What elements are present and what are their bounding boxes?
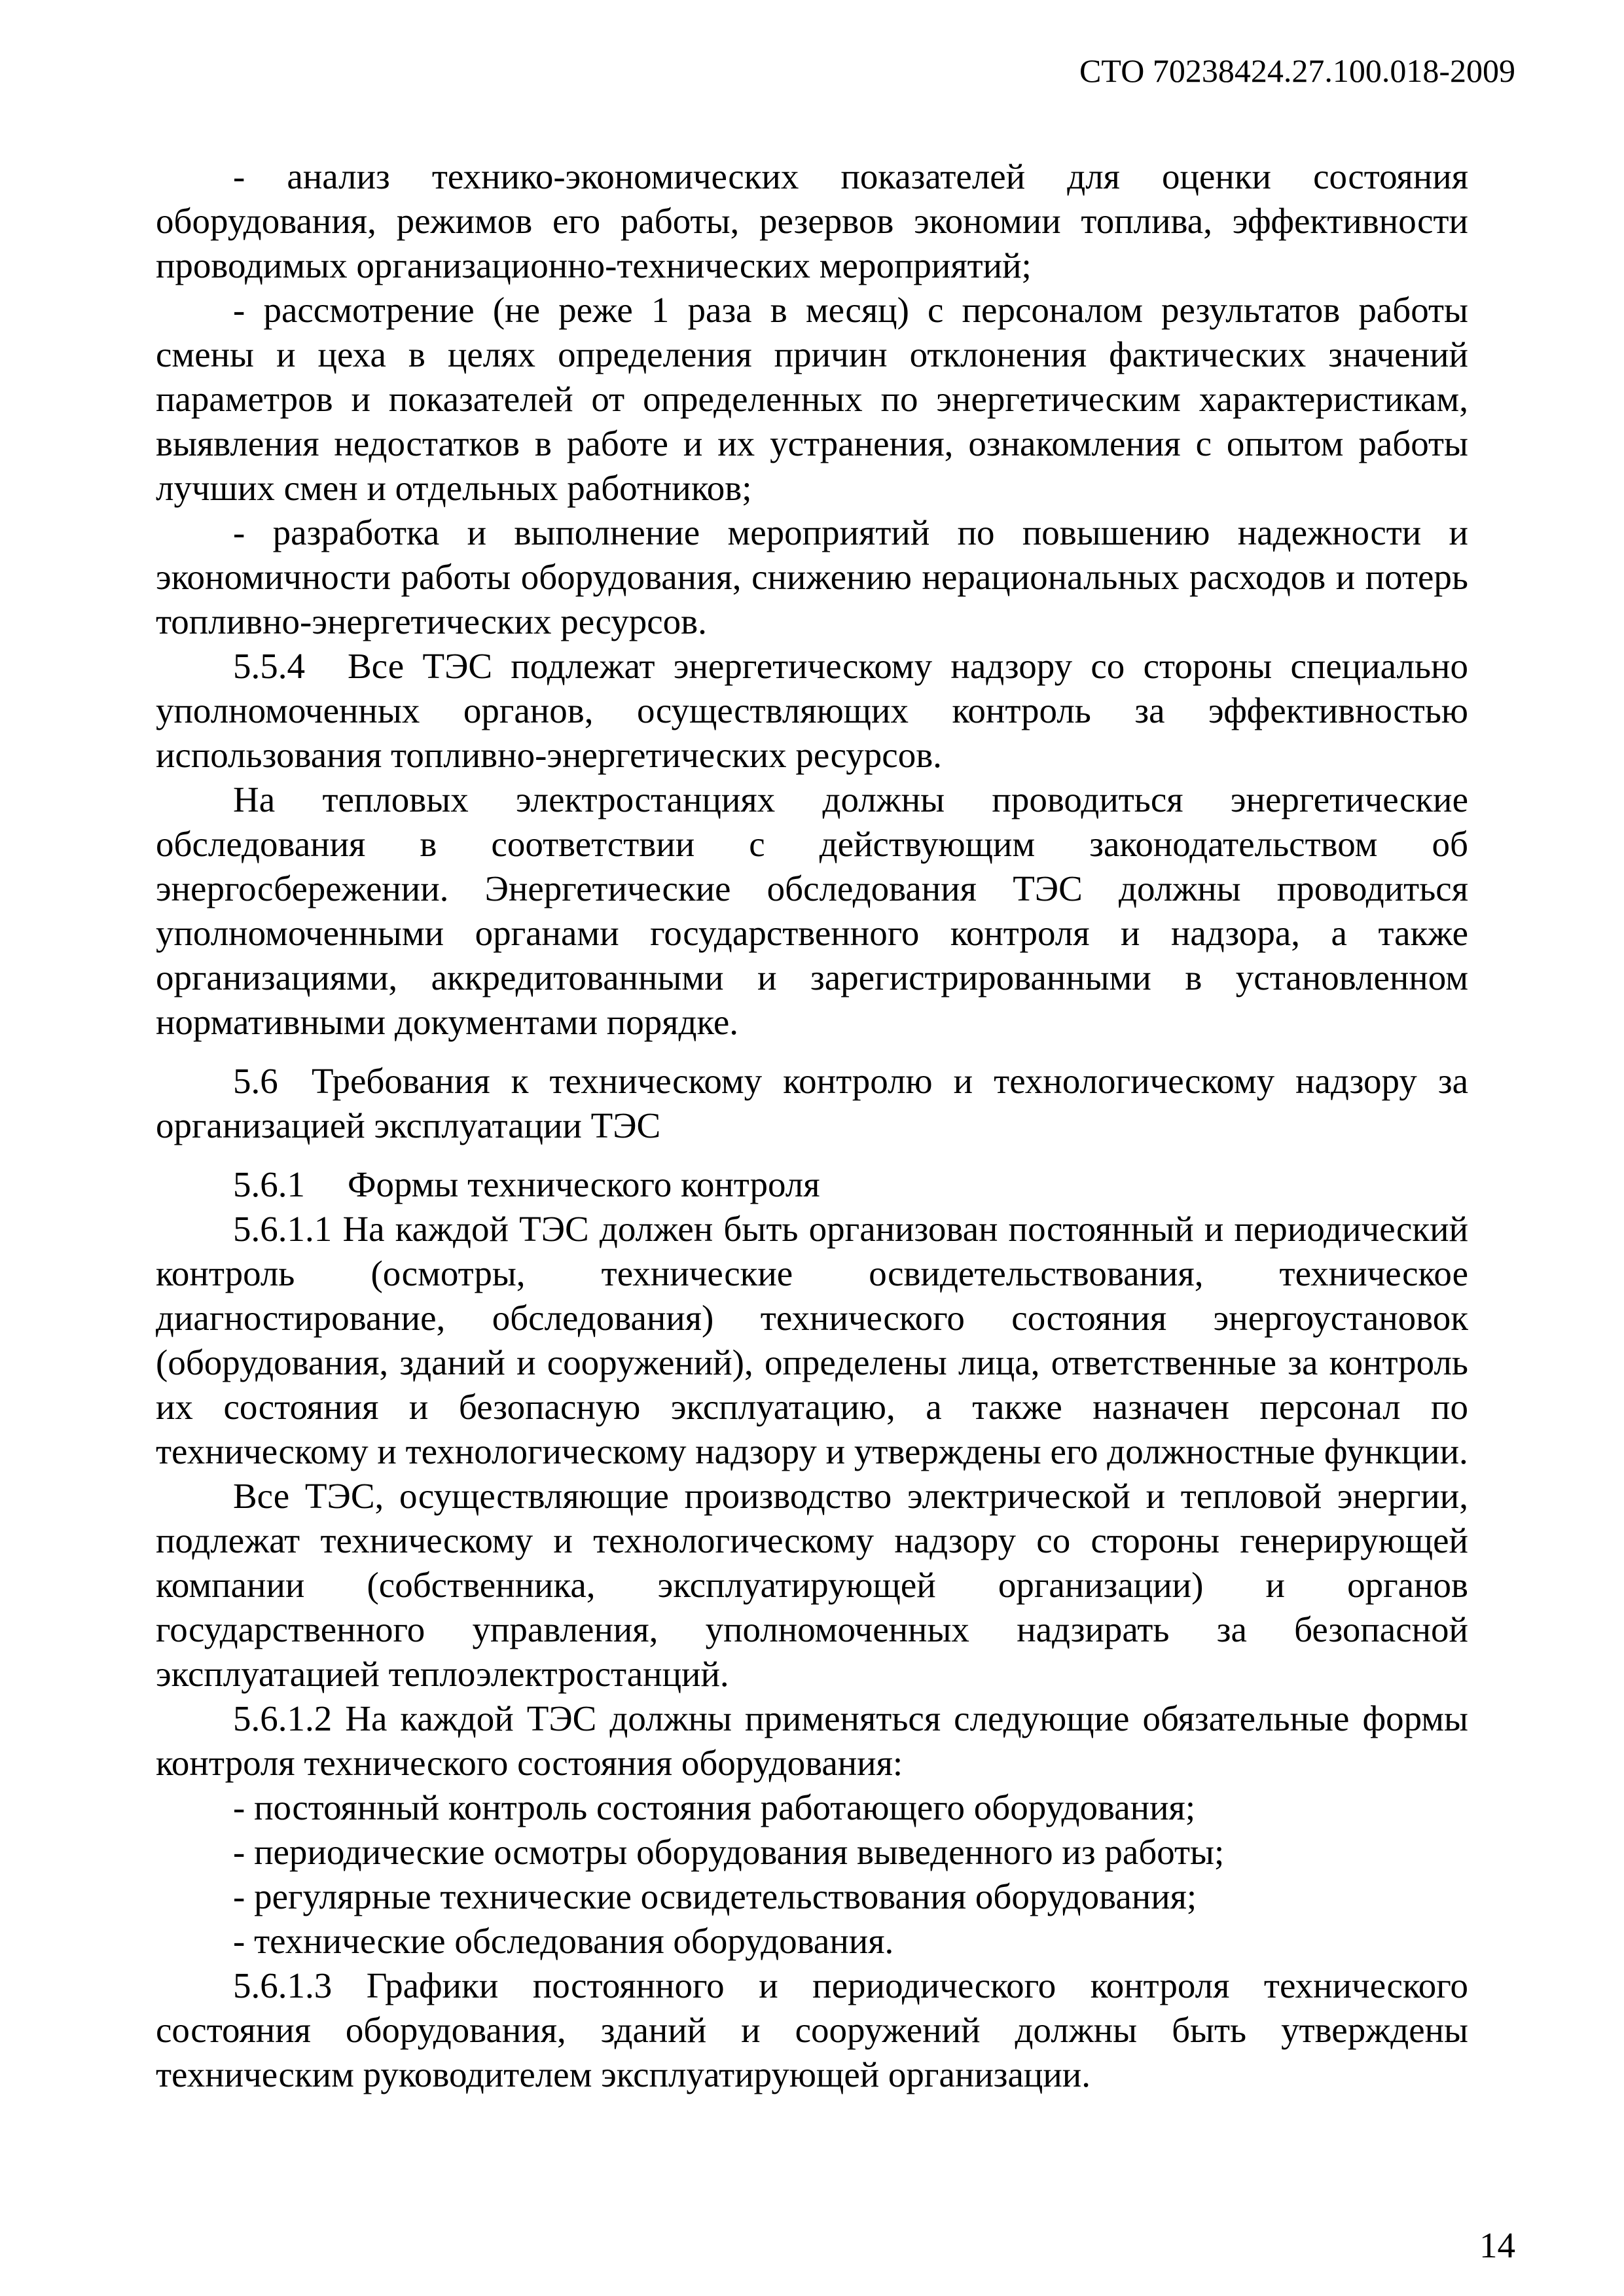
clause-number: 5.6.1.3	[233, 1965, 333, 2005]
section-title: Требования к техническому контролю и технологическому надзору за организацией эксплуатации ТЭС	[156, 1061, 1468, 1145]
clause-text: Все ТЭС подлежат энергетическому надзору со стороны специально уполномоченных органов, осуществляющих контроль за эффективностью использования топливно-энергетических ресурсов.	[156, 646, 1468, 775]
clause-number: 5.6.1.1	[233, 1209, 333, 1249]
clause-text: На каждой ТЭС должен быть организован постоянный и периодический контроль (осмотры, технические освидетельствования, техническое диагностирование, обследования) технического состояния энергоустановок (оборудования, зданий и сооружений), определены лица, ответственные за контроль их состояния и безопасную эксплуатацию, а также назначен персонал по техническому и технологическому надзору и утверждены его должностные функции.	[156, 1209, 1469, 1471]
clause-text: На каждой ТЭС должны применяться следующие обязательные формы контроля технического состояния оборудования:	[156, 1698, 1469, 1783]
document-body	[156, 154, 1468, 2097]
subsection-number: 5.6.1	[233, 1164, 305, 1204]
bullet-item: - регулярные технические освидетельствования оборудования;	[233, 1876, 1197, 1916]
bullet-item: - периодические осмотры оборудования выведенного из работы;	[233, 1832, 1225, 1872]
paragraph-5-6-1-3	[156, 1964, 1468, 2097]
section-number: 5.6	[233, 1061, 278, 1101]
paragraph-5-6-1-2	[156, 1696, 1468, 1785]
clause-number: 5.5.4	[233, 646, 305, 686]
bullet-item: - разработка и выполнение мероприятий по повышению надежности и экономичности работы оборудования, снижению нерациональных расходов и потерь топливно-энергетических ресурсов.	[156, 512, 1468, 641]
paragraph: Все ТЭС, осуществляющие производство электрической и тепловой энергии, подлежат техническому и технологическому надзору со стороны генерирующей компании (собственника, эксплуатирующей организации) и органов государственного управления, уполномоченных надзирать за безопасной эксплуатацией теплоэлектростанций.	[156, 1476, 1468, 1694]
document-code: СТО 70238424.27.100.018-2009	[1079, 52, 1515, 89]
bullet-item: - постоянный контроль состояния работающего оборудования;	[233, 1787, 1196, 1827]
subsection-heading-5-6-1	[156, 1162, 1468, 1207]
bullet-item: - рассмотрение (не реже 1 раза в месяц) с персоналом результатов работы смены и цеха в целях определения причин отклонения фактических значений параметров и показателей от определенных по энергетическим характеристикам, выявления недостатков в работе и их устранения, ознакомления с опытом работы лучших смен и отдельных работников;	[156, 290, 1468, 508]
bullet-item: - технические обследования оборудования.	[233, 1921, 894, 1961]
paragraph: На тепловых электростанциях должны проводиться энергетические обследования в соответствии с действующим законодательством об энергосбережении. Энергетические обследования ТЭС должны проводиться уполномоченными органами государственного контроля и надзора, а также организациями, аккредитованными и зарегистрированными в установленном нормативными документами порядке.	[156, 780, 1468, 1042]
clause-text: Графики постоянного и периодического контроля технического состояния оборудования, зданий и сооружений должны быть утверждены техническим руководителем эксплуатирующей организации.	[156, 1965, 1468, 2094]
paragraph-5-6-1-1	[156, 1207, 1468, 1474]
paragraph-5-5-4	[156, 644, 1468, 778]
page-number: 14	[1479, 2225, 1515, 2265]
section-heading-5-6	[156, 1059, 1468, 1148]
subsection-title: Формы технического контроля	[348, 1164, 820, 1204]
bullet-item: - анализ технико-экономических показателей для оценки состояния оборудования, режимов его работы, резервов экономии топлива, эффективности проводимых организационно-технических мероприятий;	[156, 156, 1468, 285]
clause-number: 5.6.1.2	[233, 1698, 333, 1738]
